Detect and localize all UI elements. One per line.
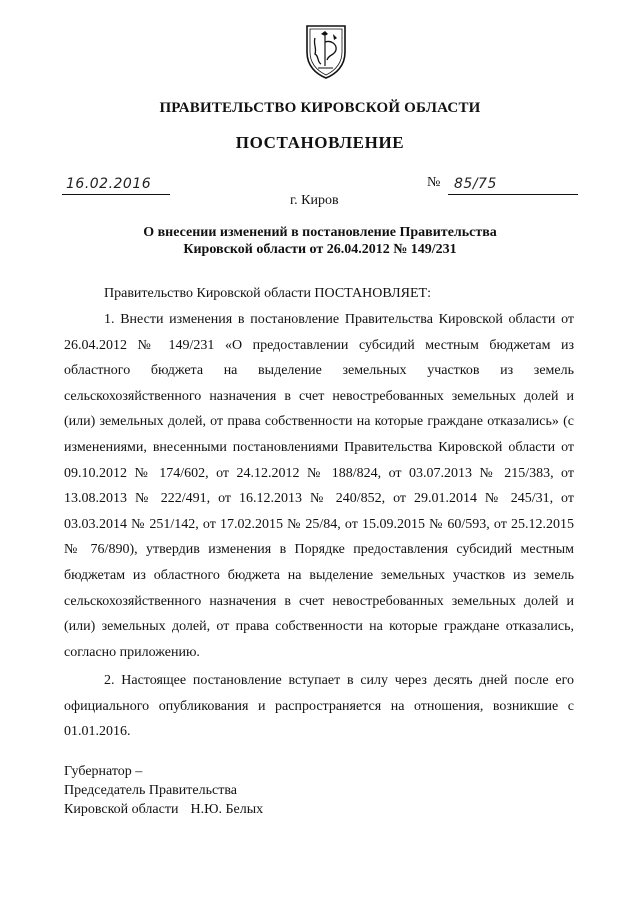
paragraph-1: 1. Внести изменения в постановление Правительства Кировской области от 26.04.2012 № 149/231 «О предоставлении субсидий местным бюджетам из областного бюджета на выделение земельных участков из земель сельскохозяйственного назначения в счет невостребованных земельных долей и (или) земельных долей, от права собственности на которые граждане отказались» (с изменениями, внесенными постановлениями Правительства Кировской области от 09.10.2012 № 174/602, от 24.12.2012 № 188/824, от 03.07.2013 № 215/383, от 13.08.2013 № 222/491, от 16.12.2013 № 240/852, от 29.01.2014 № 245/31, от 03.03.2014 № 251/142, от 17.02.2015 № 25/84, от 15.09.2015 № 60/593, от 25.12.2015 № 76/890), утвердив изменения в Порядке предоставления субсидий местным бюджетам из областного бюджета на выделение земельных участков из земель сельскохозяйственного назначения в счет невостребованных земельных долей и (или) земельных долей, от права собственности на которые граждане отказались, согласно приложению. [64, 312, 574, 660]
signature-block [64, 762, 263, 819]
city-label: г. Киров [290, 193, 339, 208]
number-label: № [427, 175, 441, 190]
signature-position-line-1: Губернатор – [64, 764, 143, 779]
document-subject [0, 224, 640, 258]
paragraph-2: 2. Настоящее постановление вступает в силу через десять дней после его официального опубликования и распространяется на отношения, возникшие с 01.01.2016. [64, 673, 574, 740]
document-type-title: ПОСТАНОВЛЕНИЕ [235, 133, 405, 152]
number-field [448, 176, 578, 195]
handwritten-date: 16.02.2016 [66, 176, 152, 192]
signatory-name: Н.Ю. Белых [190, 802, 264, 817]
coat-of-arms-icon [303, 22, 349, 80]
signature-region: Кировской области [64, 802, 179, 817]
subject-line-2: Кировской области от 26.04.2012 № 149/231 [183, 242, 457, 257]
date-field [62, 176, 170, 195]
signature-position-line-2: Председатель Правительства [64, 783, 237, 798]
preamble: Правительство Кировской области ПОСТАНОВЛЯЕТ: [104, 286, 431, 301]
signature-position-line-3 [64, 800, 263, 819]
subject-line-1: О внесении изменений в постановление Правительства [143, 225, 497, 240]
organization-title: ПРАВИТЕЛЬСТВО КИРОВСКОЙ ОБЛАСТИ [159, 100, 481, 116]
handwritten-number: 85/75 [454, 176, 497, 192]
